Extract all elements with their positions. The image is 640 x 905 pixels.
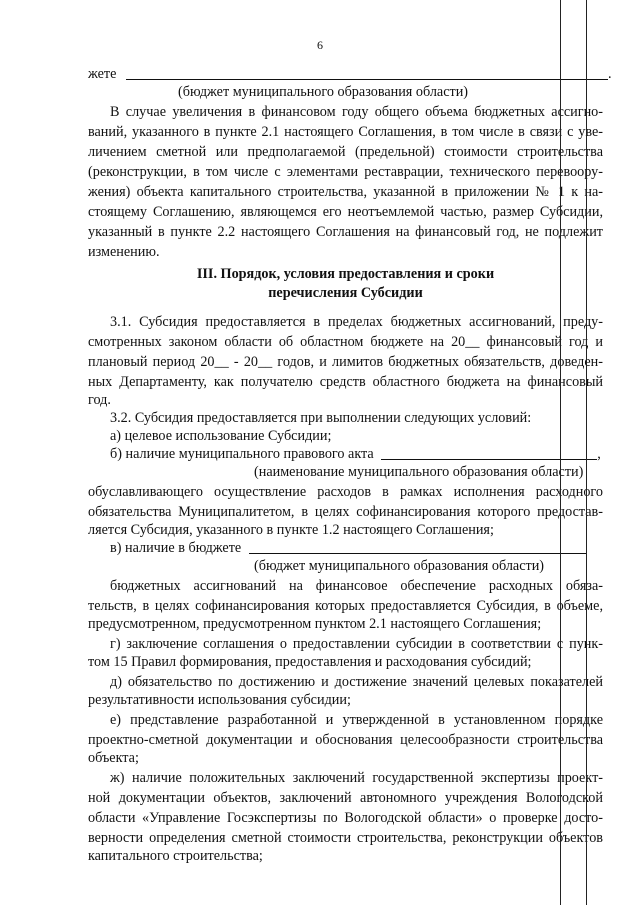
text-line: жения) объекта капитального строительства, указанной в приложении № 1 к на- — [88, 184, 603, 200]
text-line: В случае увеличения в финансовом году общего объема бюджетных ассигно- — [110, 104, 603, 120]
text-line: д) обязательство по достижению и достижение значений целевых показателей — [110, 674, 603, 690]
scan-artifact-line — [586, 0, 587, 905]
text-line: области «Управление Госэкспертизы по Вологодской области» о проверке досто- — [88, 810, 603, 826]
text-line: смотренных законом области об областном бюджете на 20__ финансовый год и — [88, 334, 603, 350]
text-line: ваний, указанного в пункте 2.1 настоящего Соглашения, в том числе в связи с уве- — [88, 124, 603, 140]
text-line: , — [597, 446, 601, 462]
text-line: ж) наличие положительных заключений государственной экспертизы проект- — [110, 770, 603, 786]
text-line: . — [607, 66, 612, 82]
text-line: предусмотренном, предусмотренном пунктом 2.1 настоящего Соглашения; — [88, 616, 542, 632]
scan-artifact-line — [560, 0, 561, 905]
text-line: обязательства Муниципалитетом, в целях софинансирования которого предостав- — [88, 504, 603, 520]
text-line: е) представление разработанной и утвержденной в установленном порядке — [110, 712, 603, 728]
text-line: указанный в пункте 2.2 настоящего Соглашения на финансовый год, не подлежит — [88, 224, 603, 240]
section-heading: перечисления Субсидии — [268, 285, 423, 301]
text-line: ляется Субсидия, указанного в пункте 1.2 настоящего Соглашения; — [88, 522, 494, 538]
text-line: а) целевое использование Субсидии; — [110, 428, 332, 444]
text-line: том 15 Правил формирования, предоставления и расходования субсидий; — [88, 654, 532, 670]
legal-act-field-line — [110, 444, 603, 464]
text-line: верности определения сметной стоимости строительства, реконструкции объектов — [88, 830, 603, 846]
text-line: стоящему Соглашению, являющемся его неотъемлемой частью, размер Субсидии, — [88, 204, 603, 220]
text-line: плановый период 20__ - 20__ годов, и лимитов бюджетных обязательств, доведен- — [88, 354, 603, 370]
text-line: в) наличие в бюджете — [110, 540, 242, 556]
text-line: жете — [88, 66, 117, 82]
section-heading: III. Порядок, условия предоставления и сроки — [196, 266, 495, 282]
caption-line: (наименование муниципального образования области) — [254, 464, 584, 480]
budget-field-line-1 — [88, 64, 612, 84]
text-line: год. — [88, 392, 111, 408]
blank-field — [381, 445, 597, 460]
text-line: 3.2. Субсидия предоставляется при выполнении следующих условий: — [110, 410, 532, 426]
text-line: б) наличие муниципального правового акта — [110, 446, 374, 462]
text-line: ных Департаменту, как получателю средств областного бюджета на финансовый — [88, 374, 603, 390]
text-line: (реконструкции, в том числе с элементами реставрации, технического перевоору- — [88, 164, 603, 180]
caption-line: (бюджет муниципального образования области) — [254, 558, 545, 574]
text-line: проектно-сметной документации и обоснования целесообразности строительства — [88, 732, 603, 748]
page-number: 6 — [317, 38, 323, 52]
text-line: 3.1. Субсидия предоставляется в пределах бюджетных ассигнований, преду- — [110, 314, 603, 330]
text-line: бюджетных ассигнований на финансовое обеспечение расходных обяза- — [110, 578, 603, 594]
text-line: обуславливающего осуществление расходов в рамках исполнения расходного — [88, 484, 603, 500]
text-line: результативности использования субсидии; — [88, 692, 351, 708]
text-line: изменению. — [88, 244, 160, 260]
text-line: личением сметной или предполагаемой (предельной) стоимости строительства — [88, 144, 603, 160]
budget-field-line-2 — [110, 538, 603, 558]
text-line: тельств, в целях софинансирования которых предоставляется Субсидия, в объеме, — [88, 598, 603, 614]
text-line: ной документации объектов, заключений автономного учреждения Вологодской — [88, 790, 603, 806]
text-line: г) заключение соглашения о предоставлении субсидии в соответствии с пунк- — [110, 636, 603, 652]
blank-field — [126, 65, 608, 80]
text-line: объекта; — [88, 750, 139, 766]
caption-line: (бюджет муниципального образования области) — [178, 84, 469, 100]
blank-field — [249, 539, 587, 554]
text-line: капитального строительства; — [88, 848, 263, 864]
